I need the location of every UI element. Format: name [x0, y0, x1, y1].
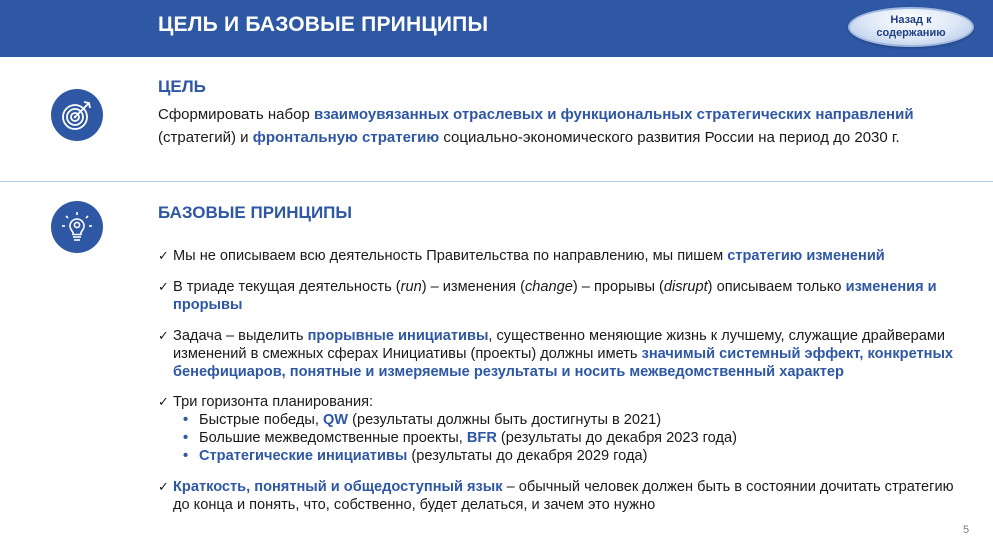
page-number: 5	[963, 524, 970, 536]
lightbulb-gear-icon	[51, 201, 103, 253]
principles-title: БАЗОВЫЕ ПРИНЦИПЫ	[158, 203, 353, 222]
goal-title: ЦЕЛЬ	[158, 77, 206, 96]
planning-horizons-title: Три горизонта планирования:	[173, 394, 374, 410]
horizon-item-2: • Большие межведомственные проекты, BFR (результаты до декабря 2023 года)	[173, 429, 968, 447]
back-to-contents-button[interactable]	[848, 7, 974, 47]
check-icon: ✓	[158, 279, 169, 294]
horizon-item-3: • Стратегические инициативы (результаты до декабря 2029 года)	[173, 447, 968, 465]
section-divider	[0, 181, 993, 182]
back-button-label: Назад к содержанию	[876, 14, 946, 39]
check-icon: ✓	[158, 479, 169, 494]
principle-item-2: ✓ В триаде текущая деятельность (run) – изменения (change) – прорывы (disrupt) описываем только изменения и прорывы	[158, 279, 937, 313]
principle-item-3: ✓ Задача – выделить прорывные инициативы, существенно меняющие жизнь к лучшему, служащие драйверами изменений в смежных сферах Инициативы (проекты) должны иметь значимый системный эффект, конкретных бенефициаров, понятные и измеряемые результаты и носить межведомственный характер	[158, 328, 954, 380]
principle-item-5: ✓ Краткость, понятный и общедоступный язык – обычный человек должен быть в состоянии дочитать стратегию до конца и понять, что, собственно, будет делаться, и зачем это нужно	[158, 479, 954, 513]
check-icon: ✓	[158, 394, 169, 409]
check-icon: ✓	[158, 328, 169, 343]
page-title: ЦЕЛЬ И БАЗОВЫЕ ПРИНЦИПЫ	[158, 13, 489, 36]
principle-item-4	[158, 393, 968, 465]
principle-item-1: ✓ Мы не описываем всю деятельность Правительства по направлению, мы пишем стратегию изменений	[158, 248, 885, 264]
horizon-item-1: • Быстрые победы, QW (результаты должны быть достигнуты в 2021)	[173, 411, 968, 429]
target-icon	[51, 89, 103, 141]
check-icon: ✓	[158, 248, 169, 263]
goal-text: Сформировать набор взаимоувязанных отраслевых и функциональных стратегических направлений (стратегий) и фронтальную стратегию социально-экономического развития России на период до 2030 г.	[158, 106, 914, 146]
slide-header	[0, 0, 993, 57]
